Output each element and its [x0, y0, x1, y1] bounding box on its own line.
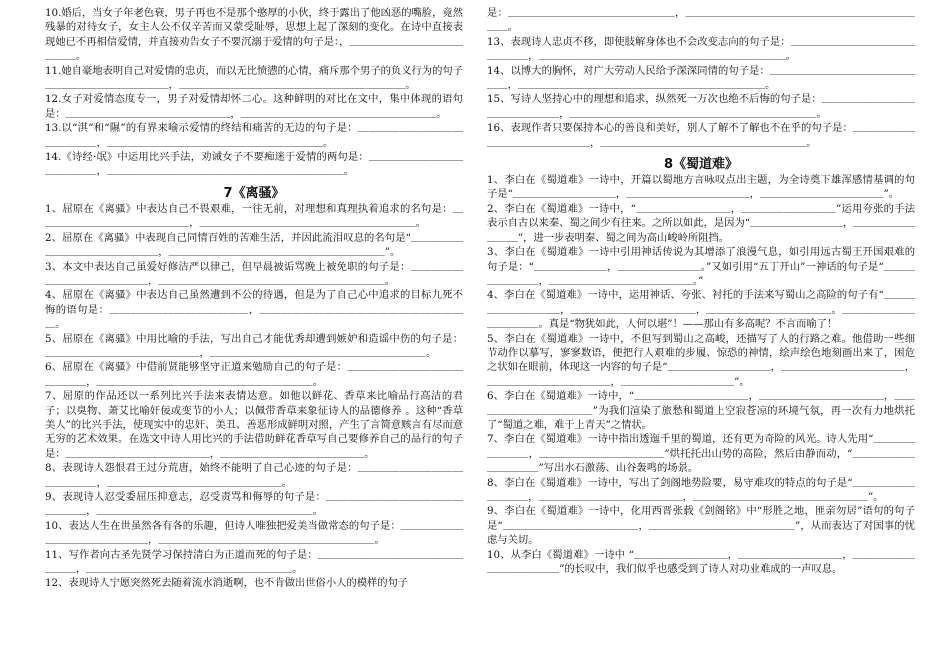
question-item: 10、表达人生在世虽然各有各的乐趣，但诗人唯独把爱美当做常态的句子是：＿＿＿＿＿＿＿＿＿＿＿＿＿＿＿＿，＿＿＿＿＿＿＿＿＿＿＿＿＿＿＿＿＿＿＿＿＿。	[45, 519, 463, 547]
question-item: 3、本文中表达自己虽爱好修洁严以律己，但早晨被诟骂晚上被免职的句子是：＿＿＿＿＿＿＿＿＿＿＿＿＿＿＿，＿＿＿＿＿＿＿＿＿＿＿＿＿＿＿＿＿＿＿＿＿＿。	[45, 260, 463, 287]
question-item: 11.她自豪地表明自己对爱情的忠贞，而以无比愤懑的心情，痛斥那个男子的负义行为的句子＿＿＿＿＿＿＿＿＿＿＿＿，＿＿＿＿＿＿＿＿＿＿＿＿＿＿＿＿＿＿＿＿＿＿。	[45, 64, 463, 92]
question-item: 2、李白在《蜀道难》一诗中，“＿＿＿＿＿＿＿＿＿，＿＿＿＿＿＿＿＿＿”运用夸张的手法表示自古以来秦、蜀之间少有往来。之所以如此，是因为“＿＿＿＿＿＿＿＿＿，＿＿＿＿＿＿＿＿＿”，进一步表明秦、蜀之间为高山峻岭所阻挡。	[487, 202, 915, 244]
question-item: 14、以博大的胸怀，对广大劳动人民给予深深同情的句子是：＿＿＿＿＿＿＿＿＿＿＿＿＿＿＿＿，＿＿＿＿＿＿＿＿＿＿＿＿＿＿＿＿＿＿＿＿＿＿＿＿。	[487, 64, 915, 92]
question-item: 3、李白在《蜀道难》一诗中引用神话传说为其增添了浪漫气息，如引用远古蜀王开国艰难的句子是：“＿＿＿＿＿＿＿，＿＿＿＿＿＿＿＿。”又如引用“五丁开山”一神话的句子是“＿＿＿＿＿＿＿＿，＿＿＿＿＿＿＿＿＿＿＿＿＿＿。”	[487, 246, 915, 287]
question-item: 2、屈原在《离骚》中表现自己同情百姓的苦难生活，并因此流泪叹息的名句是“＿＿＿＿＿＿＿＿＿＿＿＿＿＿＿＿，＿＿＿＿＿＿＿＿＿＿＿＿＿＿＿＿＿＿＿＿＿”。	[45, 231, 463, 259]
question-item: 10.婚后，当女子年老色衰，男子再也不是那个憨厚的小伙，终于露出了他凶恶的嘴脸，竟然残暴的对待女子，女主人公不仅辛苦而又蒙受耻辱，思想上起了深刻的变化。在诗中直接表现她已不再相信爱情，并直接劝告女子不要沉溺于爱情的句子是：，＿＿＿＿＿＿＿＿＿＿＿＿＿＿。	[45, 7, 463, 63]
question-item: 11、写作者向古圣先贤学习保持清白为正道而死的句子是：＿＿＿＿＿＿＿＿＿＿＿＿＿＿＿＿＿，＿＿＿＿＿＿＿＿＿＿＿＿＿＿＿＿＿＿＿＿。	[45, 548, 463, 576]
section-title: 7《离骚》	[223, 185, 285, 201]
question-item: 7、屈原的作品还以一系列比兴手法来表情达意。如他以鲜花、香草来比喻品行高洁的君子；以臭物、萧艾比喻奸佞或变节的小人；以佩带香草来象征诗人的品德修养 。这种“香草美人”的比兴手法，使现实中的忠奸、美丑、善恶形成鲜明对照，产生了言简意赅言有尽而意无穷的艺术效果。在选文中诗人用比兴的手法借助鲜花香草写自己要修养自己的品行的句子是：＿＿＿＿＿＿＿＿＿＿＿＿＿＿，＿＿＿＿＿＿＿＿＿＿＿＿＿＿。	[45, 390, 463, 460]
question-item: 15、写诗人坚持心中的理想和追求，纵然死一万次也绝不后悔的句子是：＿＿＿＿＿＿＿＿＿＿＿＿＿＿＿＿，＿＿＿＿＿＿＿＿＿＿＿＿＿＿＿＿＿＿＿＿＿＿＿＿。	[487, 93, 915, 120]
question-item: 12、表现诗人宁愿突然死去随着流水消逝啊，也不肯做出世俗小人的模样的句子	[45, 577, 409, 590]
question-item: 6、屈原在《离骚》中借前贤能够坚守正道来勉励自己的句子是：＿＿＿＿＿＿＿＿＿＿＿＿＿＿＿，＿＿＿＿＿＿＿＿＿＿＿＿＿＿＿＿＿＿＿＿＿。	[45, 361, 463, 388]
question-item: 7、李白在《蜀道难》一诗中指出透迤千里的蜀道，还有更为奇险的风光。诗人先用“＿＿＿＿＿＿＿＿，＿＿＿＿＿＿＿＿＿＿＿＿”烘托托出山势的高险，然后由静而动，“＿＿＿＿＿＿＿＿＿＿＿”写出水石激荡、山谷轰鸣的场景。	[487, 433, 915, 475]
section-title: 8《蜀道难》	[663, 157, 739, 173]
right-column	[487, 6, 915, 576]
question-item: 1、屈原在《离骚》中表达自己不畏艰难，一往无前，对理想和真理执着追求的名句是：＿＿＿＿＿＿＿＿＿＿＿＿＿＿＿，＿＿＿＿＿＿＿＿＿＿＿＿＿＿＿＿＿＿＿＿＿。	[45, 202, 463, 230]
question-item: 6、李白在《蜀道难》一诗中，“＿＿＿＿＿＿＿＿＿＿＿，＿＿＿＿＿＿＿＿＿＿＿＿，＿＿＿＿＿＿＿＿＿＿＿＿”为我们渲染了旅愁和蜀道上空寂苍凉的环境气氛，再一次有力地烘托了“蜀道之难，难于上青天”之情状。	[487, 390, 915, 431]
question-item: 4、李白在《蜀道难》一诗中，运用神话、夸张、衬托的手法来写蜀山之高险的句子有“＿＿＿＿＿＿＿＿＿＿，＿＿＿＿＿＿＿＿＿＿＿＿，＿＿＿＿＿＿＿＿＿＿＿＿。＿＿＿＿＿＿＿＿＿＿＿＿。真是“物犹如此，人何以堪”！——那山有多高呢？不言而喻了！	[487, 289, 915, 331]
question-item: 9、表现诗人忍受委屈压抑意志，忍受责骂和侮辱的句子是：＿＿＿＿＿＿＿＿＿＿＿＿＿＿＿＿＿，＿＿＿＿＿＿＿＿＿＿＿＿＿＿＿＿＿＿＿＿＿。	[45, 491, 463, 518]
question-item: 5、屈原在《离骚》中用比喻的手法，写出自己才能优秀却遭到嫉妒和造谣中伤的句子是：＿＿＿＿＿＿＿＿＿＿＿＿＿＿＿，＿＿＿＿＿＿＿＿＿＿＿＿＿＿＿＿＿＿＿＿＿。	[45, 332, 463, 359]
question-item: 10、从李白《蜀道难》一诗中 “＿＿＿＿＿＿＿＿＿，＿＿＿＿＿＿＿＿＿＿，＿＿＿＿＿＿＿＿＿＿＿＿＿”的长叹中，我们似乎也感受到了诗人对功业难成的一声叹息。	[487, 548, 915, 576]
question-item: 12.女子对爱情态度专一，男子对爱情却怀二心。这种鲜明的对比在文中，集中体现的语句是：＿＿＿＿＿＿＿＿＿＿＿＿＿＿＿＿，＿＿＿＿＿＿＿＿＿＿＿＿＿＿＿＿＿＿＿。	[45, 93, 463, 120]
question-item: 13.以“淇”和“隰”的有界来喻示爱情的终结和痛苦的无边的句子是：＿＿＿＿＿＿＿＿＿＿＿＿＿＿＿，＿＿＿＿＿＿＿＿＿＿＿＿＿＿＿＿＿＿＿＿＿。	[45, 122, 463, 149]
question-item: 4、屈原在《离骚》中表达自己虽然遭到不公的待遇，但是为了自己心中追求的目标九死不悔的语句是：＿＿＿＿＿＿＿＿＿＿＿＿＿，＿＿＿＿＿＿＿＿＿＿＿＿＿＿＿＿＿＿＿＿。	[45, 289, 463, 331]
question-item: 1、李白在《蜀道难》一诗中，开篇以蜀地方言咏叹点出主题，为全诗奠下雄浑感情基调的句子是“＿＿＿＿＿＿＿＿＿＿，＿＿＿＿＿＿＿＿＿＿＿＿，＿＿＿＿＿＿＿＿＿＿＿＿”。	[487, 174, 915, 201]
question-item: 14.《诗经·氓》中运用比兴手法，劝诫女子不要痴迷于爱情的两句是：＿＿＿＿＿＿＿＿＿＿＿＿＿＿，＿＿＿＿＿＿＿＿＿＿＿＿＿＿＿＿＿＿＿＿＿＿＿。	[45, 151, 463, 178]
question-item: 13、表现诗人忠贞不移，即使肢解身体也不会改变志向的句子是：＿＿＿＿＿＿＿＿＿＿＿＿＿＿＿＿，＿＿＿＿＿＿＿＿＿＿＿＿＿＿＿＿＿＿＿＿＿＿＿＿。	[487, 35, 915, 63]
question-item: 16、表现作者只要保持本心的善良和美好，别人了解不了解也不在乎的句子是：＿＿＿＿＿＿＿＿＿＿＿＿＿＿＿＿，＿＿＿＿＿＿＿＿＿＿＿＿＿＿＿＿＿＿＿＿。	[487, 122, 915, 149]
question-item: 8、李白在《蜀道难》一诗中，写出了剑阁地势险要，易守难攻的特点的句子是“＿＿＿＿＿＿＿＿＿＿，＿＿＿＿＿＿＿＿＿＿＿＿＿＿，＿＿＿＿＿＿＿＿＿＿＿＿＿＿＿＿＿”。	[487, 476, 915, 503]
question-item: 9、李白在《蜀道难》一诗中，化用西晋张载《剑阁铭》中“形胜之地，匪亲勿居”语句的句子是“＿＿＿＿＿＿＿＿＿＿＿＿＿，＿＿＿＿＿＿＿＿＿＿＿＿＿＿”，从而表达了对国事的忧虑与关切。	[487, 505, 915, 547]
question-item: 是：＿＿＿＿＿＿＿＿＿＿＿＿＿＿＿＿，＿＿＿＿＿＿＿＿＿＿＿＿＿＿＿＿＿＿＿＿＿＿＿＿。	[487, 7, 915, 34]
left-column	[45, 6, 463, 591]
question-item: 5、李白在《蜀道难》一诗中，不但写到蜀山之高峻，还描写了人的行路之难。他借助一些细节动作以摹写，寥寥数语，便把行人艰难的步履、惊恐的神情，绘声绘色地刻画出来了，困危之状如在眼前，体现这一内容的句子是“＿＿＿＿＿＿＿＿＿＿，＿＿＿＿＿＿＿＿＿＿＿＿，＿＿＿＿＿＿＿＿＿＿＿＿，＿＿＿＿＿＿＿＿＿＿＿”。	[487, 332, 915, 388]
question-item: 8、表现诗人怨恨君王过分荒唐，始终不能明了自己心迹的句子是：＿＿＿＿＿＿＿＿＿＿＿＿＿＿＿，＿＿＿＿＿＿＿＿＿＿＿＿＿＿＿＿＿。	[45, 462, 463, 489]
